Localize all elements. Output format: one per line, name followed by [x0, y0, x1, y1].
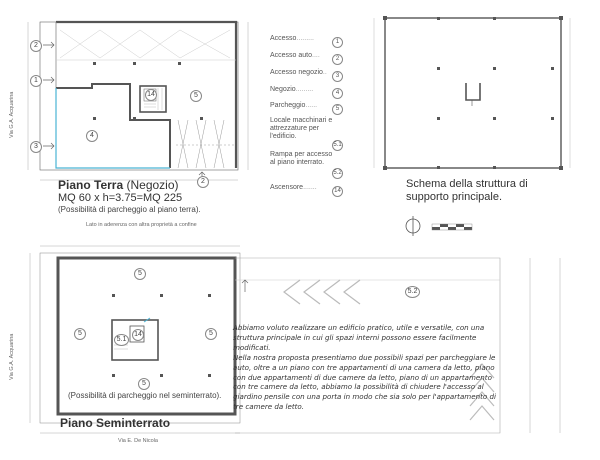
marker-negozio: 4	[86, 130, 98, 142]
legend-item-ascensore: Ascensore.......	[270, 184, 317, 191]
legend-num: 3	[332, 71, 343, 82]
marker-parcheggio-right: 5	[205, 328, 217, 340]
ground-floor-plan	[28, 22, 248, 180]
ground-floor-title-rest: (Negozio)	[126, 178, 179, 192]
marker-rampa: 5.2	[405, 286, 420, 298]
marker-accesso-auto: 2	[30, 40, 42, 52]
legend-item-locale: Locale macchinari e attrezzature per l'edificio.	[270, 117, 333, 140]
marker-parcheggio-top: 5	[134, 268, 146, 280]
legend-num: 14	[332, 186, 343, 197]
basement-parking-note: (Possibilità di parcheggio nel seminterrato).	[68, 391, 222, 400]
ground-floor-side-note: Lato in aderenza con altra proprietà a confine	[86, 222, 197, 228]
legend-item-rampa: Rampa per accesso al piano interrato.	[270, 151, 333, 166]
structure-title: Schema della struttura di supporto principale.	[406, 178, 528, 203]
legend-label: Accesso auto	[270, 52, 313, 59]
legend-num: 1	[332, 37, 343, 48]
basement-access-arrow	[242, 280, 248, 292]
legend-item-accesso-negozio: Accesso negozio..	[270, 69, 327, 76]
description-paragraph: Abbiamo voluto realizzare un edificio pratico, utile e versatile, con una struttura principale in cui gli spazi interni possono essere facilmente modificati.	[233, 323, 485, 352]
legend-num: 5.1	[332, 140, 343, 151]
marker-parcheggio-bottom: 5	[138, 378, 150, 390]
legend-label: Accesso negozio	[270, 69, 323, 76]
legend-item-accesso-auto: Accesso auto....	[270, 52, 320, 59]
legend-label: Accesso	[270, 35, 297, 42]
ground-floor-note: (Possibilità di parcheggio al piano terra).	[58, 205, 201, 214]
legend-num: 5	[332, 104, 343, 115]
marker-ascensore: 14	[145, 89, 157, 101]
legend-num: 5.2	[332, 168, 343, 179]
marker-accesso-auto-bottom: 2	[197, 176, 209, 188]
legend-item-parcheggio: Parcheggio......	[270, 102, 318, 109]
legend-item-negozio: Negozio.........	[270, 86, 314, 93]
ground-street-label: Via G.A. Acquarina	[9, 91, 15, 138]
north-scale-bar	[406, 216, 472, 236]
ground-floor-area: MQ 60 x h=3.75=MQ 225	[58, 192, 183, 204]
marker-parcheggio-left: 5	[74, 328, 86, 340]
legend-num: 4	[332, 88, 343, 99]
basement-title: Piano Seminterrato	[60, 416, 171, 430]
marker-locale-macchinari: 5.1	[114, 334, 129, 346]
legend-label: Ascensore	[270, 184, 304, 191]
legend-num: 2	[332, 54, 343, 65]
marker-accesso-negozio: 3	[30, 141, 42, 153]
marker-accesso: 1	[30, 75, 42, 87]
legend-label: Negozio	[270, 86, 296, 93]
ground-floor-title	[58, 178, 179, 192]
marker-parcheggio: 5	[190, 90, 202, 102]
ground-floor-title-bold: Piano Terra	[58, 178, 124, 192]
basement-street-label: Via G.A. Acquarina	[9, 333, 15, 380]
basement-bottom-street: Via E. De Nicola	[118, 438, 158, 444]
description-paragraph: Nella nostra proposta presentiamo due possibili spazi per parcheggiare le auto, oltre a un piano con tre appartamenti di una camera da letto, piano con due appartamenti di due camere da letto, piano di un appartamento con tre camere da letto, abbiamo la possibilità di chiudere l'accesso al giardino pensile con una porta in modo che sia solo per l'appartamento di tre camere da letto.	[233, 352, 496, 412]
marker-ascensore-basement: 14	[132, 329, 144, 341]
structure-schema	[374, 16, 570, 170]
legend-item-accesso: Accesso.........	[270, 35, 314, 42]
project-description	[233, 323, 501, 412]
legend-label: Parcheggio	[270, 102, 306, 109]
